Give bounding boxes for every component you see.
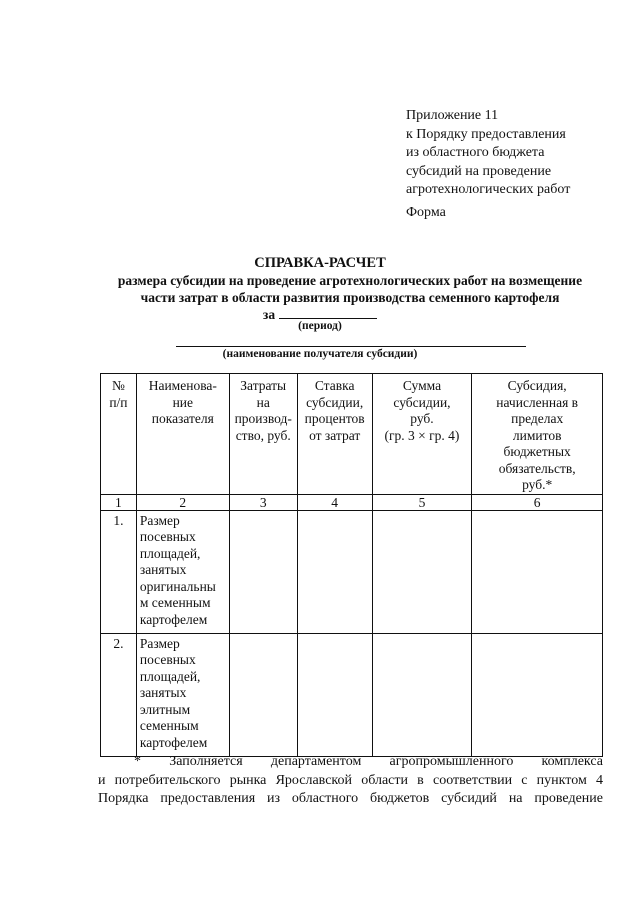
row-indicator-name (136, 510, 229, 633)
footnote-line: Порядка предоставления из областного бюджетов субсидий на проведение (98, 791, 603, 806)
row-name-line: элитным (139, 701, 191, 717)
header-cell-costs (229, 374, 297, 495)
header-line: (гр. 3 × гр. 4) (384, 427, 460, 443)
document-subtitle (80, 272, 620, 306)
column-number: 1 (101, 494, 137, 510)
document-title: СПРАВКА-РАСЧЕТ (254, 255, 386, 271)
row-number: 1. (101, 510, 137, 633)
cell-costs-input[interactable] (229, 633, 297, 756)
calculation-table (100, 373, 603, 757)
footnote-line: * Заполняется департаментом агропромышленного комплекса (134, 754, 603, 769)
header-line: от затрат (309, 427, 361, 443)
header-line: руб.* (522, 477, 553, 492)
cell-subsidy-sum-input[interactable] (372, 633, 472, 756)
row-name-line: посевных (139, 529, 196, 544)
row-name-line: м семенным (139, 595, 211, 610)
header-cell-indicator (136, 374, 229, 495)
header-line: пределах (511, 411, 564, 426)
table-row (101, 633, 603, 756)
header-line: Наименова- (148, 378, 217, 393)
row-name-line: оригинальны (139, 578, 216, 594)
header-line: руб. (410, 411, 434, 426)
form-label: Форма (406, 205, 446, 220)
subtitle-line: части затрат в области развития производства семенного картофеля (140, 290, 560, 305)
header-line: Затраты (240, 378, 287, 393)
row-indicator-name (136, 633, 229, 756)
appendix-line: субсидий на проведение (406, 163, 552, 179)
column-number: 6 (472, 494, 603, 510)
appendix-line: к Порядку предоставления (406, 126, 566, 142)
header-line: субсидии, (306, 394, 364, 410)
row-name-line: Размер (139, 512, 180, 528)
header-line: ство, руб. (235, 427, 291, 443)
recipient-label: (наименование получателя субсидии) (222, 348, 418, 360)
period-blank-field[interactable] (279, 305, 377, 319)
table-row (101, 510, 603, 633)
header-line: показателя (151, 411, 214, 426)
cell-subsidy-sum-input[interactable] (372, 510, 472, 633)
column-number-row (101, 494, 603, 510)
header-line: обязательств, (498, 460, 576, 476)
row-name-line: картофелем (139, 611, 208, 627)
header-cell-accrued-subsidy (472, 374, 603, 495)
row-name-line: площадей, (139, 545, 201, 561)
column-number: 3 (229, 494, 297, 510)
header-line: № (111, 378, 125, 393)
header-cell-subsidy-sum (372, 374, 472, 495)
header-line: бюджетных (503, 444, 571, 459)
header-line: п/п (109, 394, 128, 410)
appendix-reference (406, 107, 570, 200)
row-name-line: Размер (139, 635, 180, 651)
table-header-row (101, 374, 603, 495)
row-name-line: площадей, (139, 668, 201, 684)
header-line: лимитов (512, 427, 562, 443)
header-line: производ- (234, 411, 292, 426)
appendix-line: из областного бюджета (406, 145, 545, 160)
appendix-line: Приложение 11 (406, 108, 499, 123)
column-number: 2 (136, 494, 229, 510)
header-line: субсидии, (393, 394, 451, 410)
header-cell-number (101, 374, 137, 495)
header-line: процентов (304, 411, 365, 426)
header-cell-rate (297, 374, 372, 495)
header-line: Ставка (314, 378, 355, 393)
period-prefix: за (262, 307, 276, 322)
cell-rate-input[interactable] (297, 633, 372, 756)
cell-costs-input[interactable] (229, 510, 297, 633)
row-name-line: семенным (139, 718, 199, 733)
footnote-line: и потребительского рынка Ярославской области в соответствии с пунктом 4 (98, 772, 603, 788)
period-label: (период) (298, 320, 342, 332)
header-line: Субсидия, (507, 378, 567, 393)
subtitle-line: размера субсидии на проведение агротехнологических работ на возмещение (117, 273, 583, 288)
footnote (98, 753, 603, 809)
cell-accrued-subsidy-input[interactable] (472, 633, 603, 756)
cell-rate-input[interactable] (297, 510, 372, 633)
row-name-line: занятых (139, 562, 187, 577)
cell-accrued-subsidy-input[interactable] (472, 510, 603, 633)
row-name-line: посевных (139, 652, 196, 667)
row-number: 2. (101, 633, 137, 756)
column-number: 4 (297, 494, 372, 510)
row-name-line: занятых (139, 685, 187, 700)
appendix-line: агротехнологических работ (406, 182, 571, 197)
column-number: 5 (372, 494, 472, 510)
row-name-line: картофелем (139, 734, 208, 750)
header-line: начисленная в (496, 394, 579, 410)
header-line: ние (172, 394, 194, 410)
header-line: на (256, 394, 270, 410)
recipient-blank-field[interactable] (176, 346, 526, 347)
header-line: Сумма (402, 378, 442, 393)
